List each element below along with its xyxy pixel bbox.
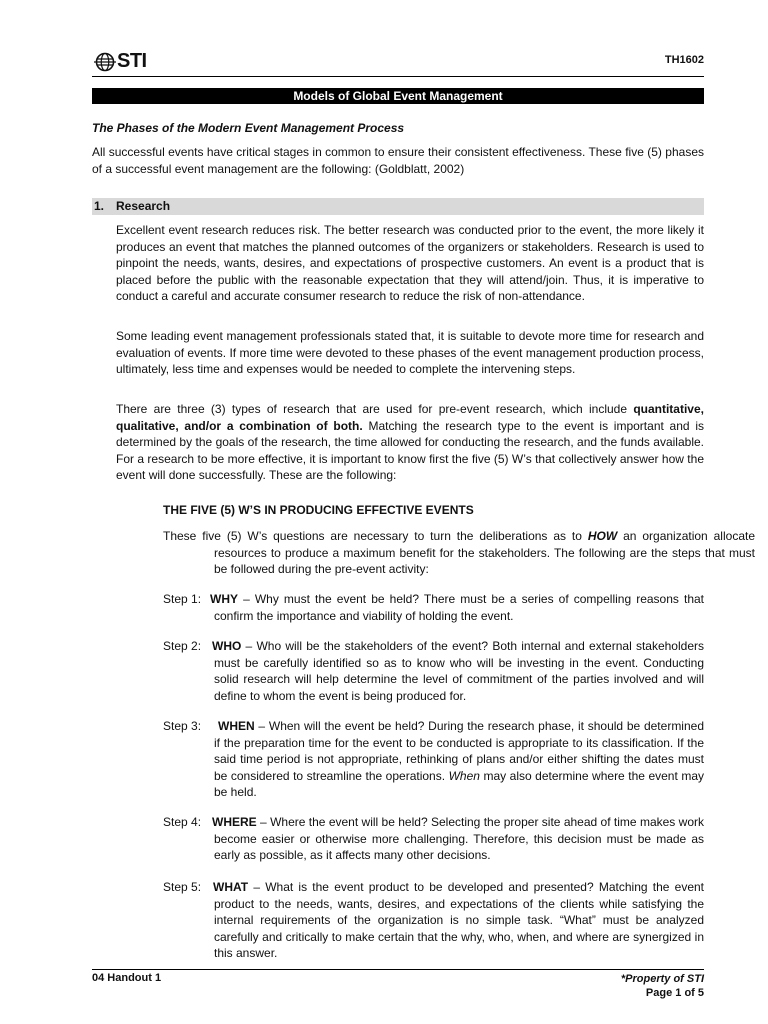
section-label: Research bbox=[116, 199, 171, 213]
step-text-em: When bbox=[448, 768, 480, 783]
document-title: Models of Global Event Management bbox=[92, 88, 704, 104]
step-5 bbox=[163, 879, 704, 962]
five-ws-intro-em: HOW bbox=[587, 529, 618, 543]
step-text-a: – When will the event be held? During the research phase, it should be determined if the preparation time for the event to be conducted is appropriate to its classification. If the said time period is not appropriate, rethinking of plans and/or either shifting the dates must be considered to streamline the operations. bbox=[214, 719, 704, 783]
intro-paragraph: All successful events have critical stages in common to ensure their consistent effectiveness. These five (5) phases of a successful event management are the following: (Goldblatt, 2002) bbox=[92, 145, 704, 176]
step-3 bbox=[163, 718, 704, 801]
step-text: – Where the event will be held? Selecting the proper site ahead of time makes work become easier or otherwise more challenging. Therefore, this decision must be made as early as possible, as it affects many other decisions. bbox=[214, 815, 704, 862]
step-label: Step 3: bbox=[163, 719, 202, 733]
section-heading bbox=[92, 198, 704, 215]
footer-property: *Property of STI bbox=[620, 973, 704, 985]
sti-logo bbox=[94, 50, 147, 73]
step-keyword: WHAT bbox=[213, 880, 249, 894]
step-keyword: WHERE bbox=[212, 815, 257, 829]
research-paragraph-1: Excellent event research reduces risk. The better research was conducted prior to the event, the more likely it produces an event that matches the planned outcomes of the organizers or stakeholders. Research is used to pinpoint the needs, wants, desires, and expectations of prospective customers. An event is a product that is placed before the public with the reasonable expectation that they will attend/join. Thus, it is imperative to conduct a careful and accurate consumer research to reduce the risk of non-attendance. bbox=[116, 223, 704, 303]
step-text-b: may also determine where the event may be held. bbox=[214, 768, 704, 799]
step-1 bbox=[163, 591, 704, 624]
footer-rule bbox=[92, 969, 704, 970]
logo-text: STI bbox=[117, 50, 147, 72]
step-text: – Why must the event be held? There must be a series of compelling reasons that confirm the importance and viability of holding the event. bbox=[214, 592, 704, 623]
p3-text-a: There are three (3) types of research that are used for pre-event research, which include bbox=[116, 402, 634, 416]
section-number: 1. bbox=[94, 199, 105, 213]
step-label: Step 2: bbox=[163, 639, 202, 653]
step-keyword: WHO bbox=[212, 639, 242, 653]
step-keyword: WHEN bbox=[218, 719, 255, 733]
five-ws-intro bbox=[163, 528, 755, 578]
step-label: Step 1: bbox=[163, 592, 202, 606]
document-code: TH1602 bbox=[664, 54, 704, 66]
section-subtitle: The Phases of the Modern Event Management Process bbox=[92, 121, 405, 135]
globe-icon bbox=[94, 52, 116, 72]
header-rule bbox=[92, 76, 704, 77]
p3-bold: quantitative, qualitative, and/or a combination of both. bbox=[116, 402, 704, 433]
five-ws-intro-b: an organization allocate resources to produce a maximum benefit for the stakeholders. The following are the steps that must be followed during the pre-event activity: bbox=[214, 529, 755, 576]
research-paragraph-3 bbox=[116, 401, 704, 484]
five-ws-heading: THE FIVE (5) W’S IN PRODUCING EFFECTIVE EVENTS bbox=[163, 503, 474, 517]
step-keyword: WHY bbox=[210, 592, 238, 606]
five-ws-intro-a: These five (5) W’s questions are necessary to turn the deliberations as to bbox=[163, 529, 588, 543]
p3-text-b: Matching the research type to the event is important and is determined by the goals of the research, the time allowed for conducting the research, and the funds available. For a research to be more effective, it is important to know first the five (5) W’s that collectively answer how the event will done successfully. These are the following: bbox=[116, 418, 704, 482]
footer-page: Page 1 of 5 bbox=[645, 987, 704, 999]
step-text: – What is the event product to be developed and presented? Matching the event product to the needs, wants, desires, and expectations of the clients while satisfying the internal requirements of the organization is no simple task. “What” must be analyzed carefully and critically to make certain that the why, who, when, and where are synergized in this answer. bbox=[214, 880, 704, 960]
step-2 bbox=[163, 638, 704, 704]
research-paragraph-2: Some leading event management professionals stated that, it is suitable to devote more time for research and evaluation of events. If more time were devoted to these phases of the event management production process, ultimately, less time and expenses would be needed to complete the intervening steps. bbox=[116, 329, 704, 376]
footer-right bbox=[621, 972, 704, 1000]
step-text: – Who will be the stakeholders of the event? Both internal and external stakeholders must be carefully identified so as to know who will be investing in the event. Conducting solid research will help determine the level of commitment of the parties involved and will define to whom the event is being produced for. bbox=[214, 639, 704, 703]
step-label: Step 4: bbox=[163, 815, 202, 829]
step-label: Step 5: bbox=[163, 880, 202, 894]
step-4 bbox=[163, 814, 704, 864]
footer-handout: 04 Handout 1 bbox=[92, 972, 162, 984]
